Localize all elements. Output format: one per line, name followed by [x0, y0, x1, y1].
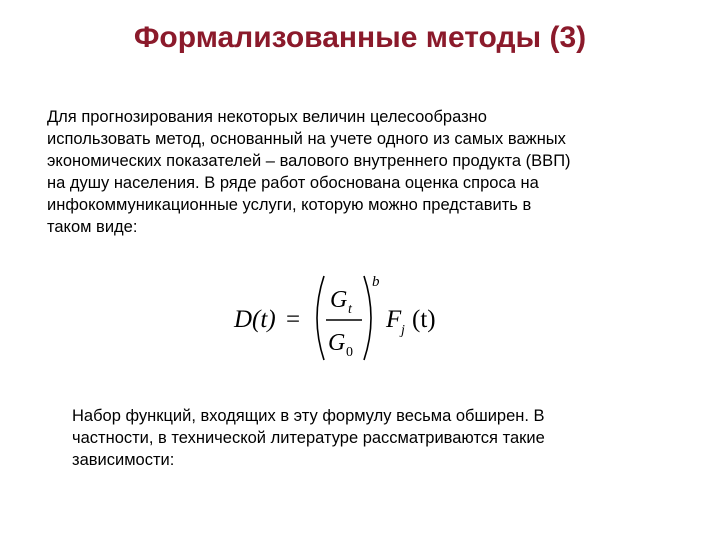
intro-line: Для прогнозирования некоторых величин целесообразно	[47, 108, 487, 126]
formula-denominator-sub: 0	[346, 345, 353, 360]
formula-right-paren	[364, 276, 371, 360]
functions-line: зависимости:	[72, 451, 175, 469]
formula-numerator-base: G	[330, 287, 348, 313]
formula-equals: =	[286, 306, 301, 333]
intro-line: таком виде:	[47, 218, 138, 236]
intro-line: на душу населения. В ряде работ обоснована оценка спроса на	[47, 174, 539, 192]
functions-line: Набор функций, входящих в эту формулу весьма обширен. В	[72, 407, 545, 425]
slide-title: Формализованные методы (3)	[133, 21, 587, 54]
functions-paragraph	[72, 405, 692, 471]
intro-paragraph	[47, 106, 697, 238]
formula-exponent: b	[372, 274, 380, 290]
formula-factor-arg: (t)	[412, 306, 436, 333]
formula-lhs: D(t)	[234, 306, 276, 333]
intro-line: инфокоммуникационные услуги, которую можно представить в	[47, 196, 532, 214]
formula-denominator-base: G	[328, 330, 346, 356]
formula-left-paren	[317, 276, 324, 360]
formula-numerator-sub: t	[348, 302, 352, 317]
demand-formula	[228, 268, 458, 368]
formula-factor-sub: j	[401, 323, 405, 338]
intro-line: использовать метод, основанный на учете одного из самых важных	[47, 130, 566, 148]
intro-line: экономических показателей – валового внутреннего продукта (ВВП)	[47, 152, 571, 170]
functions-line: частности, в технической литературе рассматриваются такие	[72, 429, 545, 447]
formula-factor-base: F	[386, 306, 402, 333]
